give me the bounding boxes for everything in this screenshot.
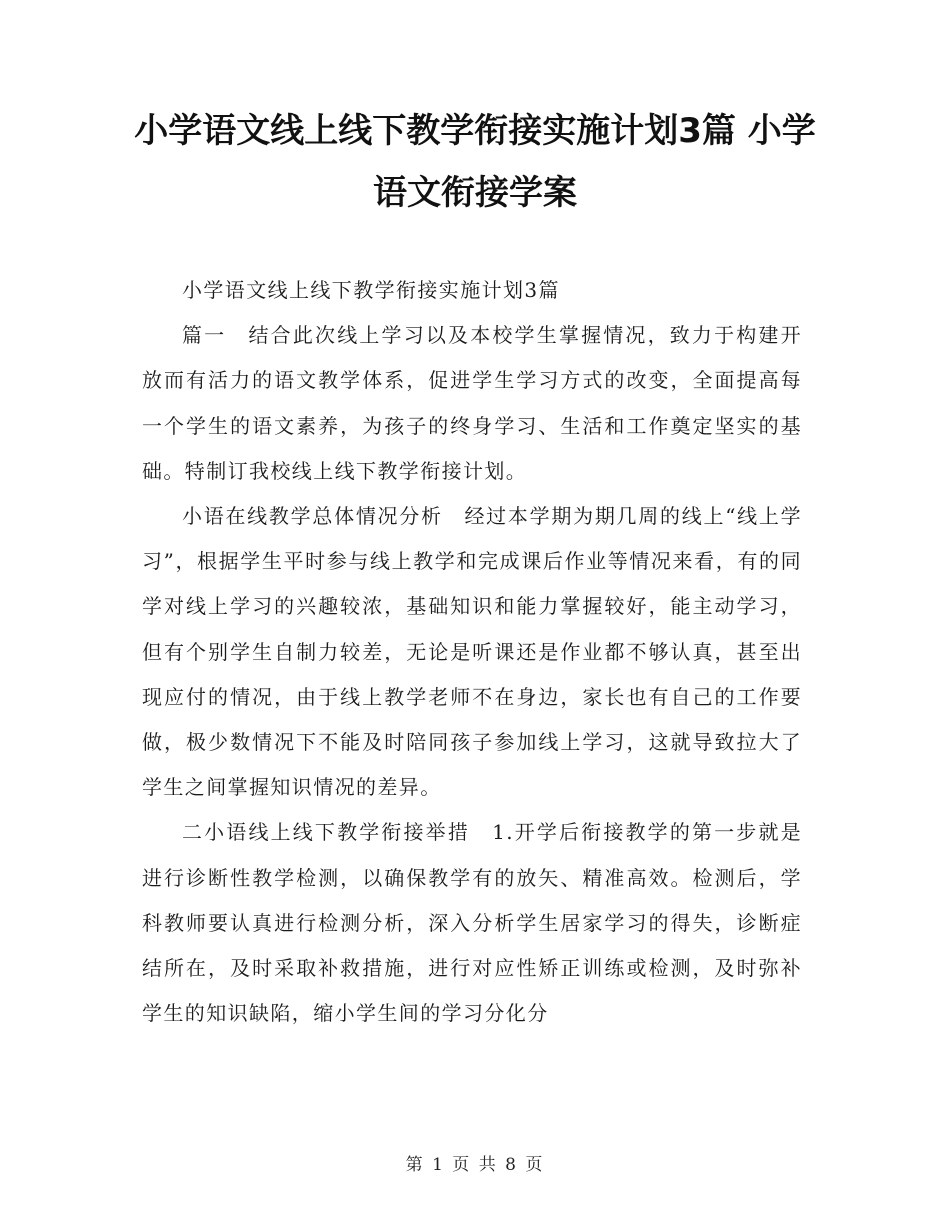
page-footer: 第 1 页 共 8 页	[405, 1155, 545, 1175]
paragraph-measures: 二小语线上线下教学衔接举措 1.开学后衔接教学的第一步就是进行诊断性教学检测，以确保教学有的放矢、精准高效。检测后，学科教师要认真进行检测分析，深入分析学生居家学习的得失，诊断症结所在，及时采取补救措施，进行对应性矫正训练或检测，及时弥补学生的知识缺陷，缩小学生间的学习分化分	[142, 820, 802, 1026]
paragraph-section-one: 篇一 结合此次线上学习以及本校学生掌握情况，致力于构建开放而有活力的语文教学体系，促进学生学习方式的改变，全面提高每一个学生的语文素养，为孩子的终身学习、生活和工作奠定坚实的基础。特制订我校线上线下教学衔接计划。	[142, 323, 802, 483]
document-title: 小学语文线上线下教学衔接实施计划3篇 小学语文衔接学案	[134, 111, 816, 213]
paragraph-situation-analysis: 小语在线教学总体情况分析 经过本学期为期几周的线上“线上学习”，根据学生平时参与线上教学和完成课后作业等情况来看，有的同学对线上学习的兴趣较浓，基础知识和能力掌握较好，能主动学习，但有个别学生自制力较差，无论是听课还是作业都不够认真，甚至出现应付的情况，由于线上教学老师不在身边，家长也有自己的工作要做，极少数情况下不能及时陪同孩子参加线上学习，这就导致拉大了学生之间掌握知识情况的差异。	[142, 504, 802, 800]
paragraph-subtitle: 小学语文线上线下教学衔接实施计划3篇	[182, 278, 560, 302]
document-body	[142, 268, 802, 1036]
